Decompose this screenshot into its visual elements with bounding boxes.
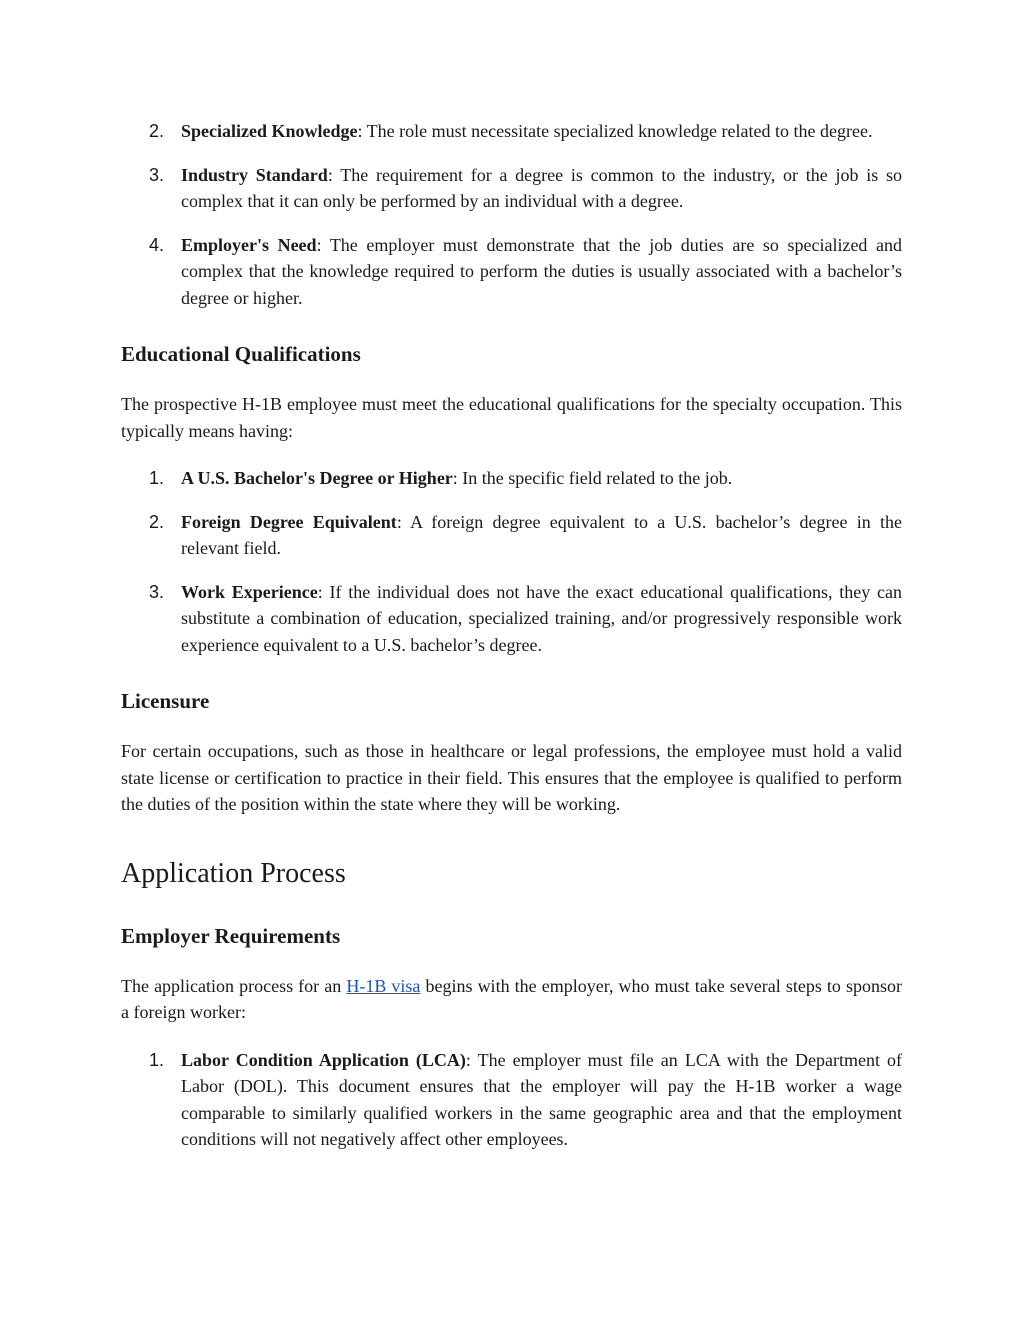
employer-steps-list	[121, 1047, 902, 1153]
list-number: 4.	[149, 234, 165, 255]
list-number: 2.	[149, 511, 165, 532]
list-text: : The role must necessitate specialized knowledge related to the degree.	[357, 121, 873, 141]
list-term: Employer's Need	[181, 234, 317, 255]
list-number: 1.	[149, 468, 165, 488]
h1b-visa-link[interactable]: H-1B visa	[346, 975, 421, 996]
list-term: Work Experience	[181, 581, 318, 602]
educational-list	[121, 465, 902, 658]
list-text: : The requirement for a degree is common to the industry, or the job is so complex that it can only be performed by an individual with a degree.	[181, 164, 902, 211]
list-number: 2.	[149, 121, 165, 141]
document-page	[121, 118, 902, 1170]
list-text: : If the individual does not have the exact educational qualifications, they can substitute a combination of education, specialized training, and/or progressively responsible work experience equivalent to a U.S. bachelor’s degree.	[181, 581, 902, 655]
list-number: 3.	[149, 164, 165, 185]
list-item	[121, 162, 902, 215]
degree-requirements-list	[121, 118, 902, 311]
educational-qualifications-heading: Educational Qualifications	[121, 342, 361, 366]
list-item	[121, 118, 902, 145]
list-text: : A foreign degree equivalent to a U.S. bachelor’s degree in the relevant field.	[181, 511, 902, 558]
licensure-heading: Licensure	[121, 689, 210, 713]
list-term: Labor Condition Application (LCA)	[181, 1049, 466, 1070]
list-term: A U.S. Bachelor's Degree or Higher	[181, 468, 453, 488]
intro-text-after: begins with the employer, who must take several steps to sponsor a foreign worker:	[121, 975, 902, 1022]
list-item	[121, 1047, 902, 1153]
list-text: : The employer must demonstrate that the job duties are so specialized and complex that the knowledge required to perform the duties is usually associated with a bachelor’s degree or higher.	[181, 234, 902, 308]
employer-requirements-heading: Employer Requirements	[121, 923, 341, 948]
list-item	[121, 232, 902, 312]
application-intro	[121, 973, 902, 1026]
intro-text-before: The application process for an	[121, 975, 347, 996]
list-item	[121, 579, 902, 659]
list-term: Industry Standard	[181, 164, 328, 185]
application-process-heading: Application Process	[121, 857, 346, 889]
list-text: : The employer must file an LCA with the Department of Labor (DOL). This document ensures that the employer will pay the H-1B worker a wage comparable to similarly qualified workers in the same geographic area and that the employment conditions will not negatively affect other employees.	[181, 1049, 902, 1149]
licensure-text: For certain occupations, such as those in healthcare or legal professions, the employee must hold a valid state license or certification to practice in their field. This ensures that the employee is qualified to perform the duties of the position within the state where they will be working.	[121, 741, 902, 814]
list-text: : In the specific field related to the job.	[452, 468, 733, 488]
list-term: Foreign Degree Equivalent	[181, 511, 397, 532]
list-term: Specialized Knowledge	[181, 121, 358, 141]
list-number: 1.	[149, 1049, 165, 1070]
list-item	[121, 465, 902, 492]
educational-intro: The prospective H-1B employee must meet the educational qualifications for the specialty occupation. This typically means having:	[121, 394, 902, 441]
list-number: 3.	[149, 581, 165, 602]
list-item	[121, 509, 902, 562]
